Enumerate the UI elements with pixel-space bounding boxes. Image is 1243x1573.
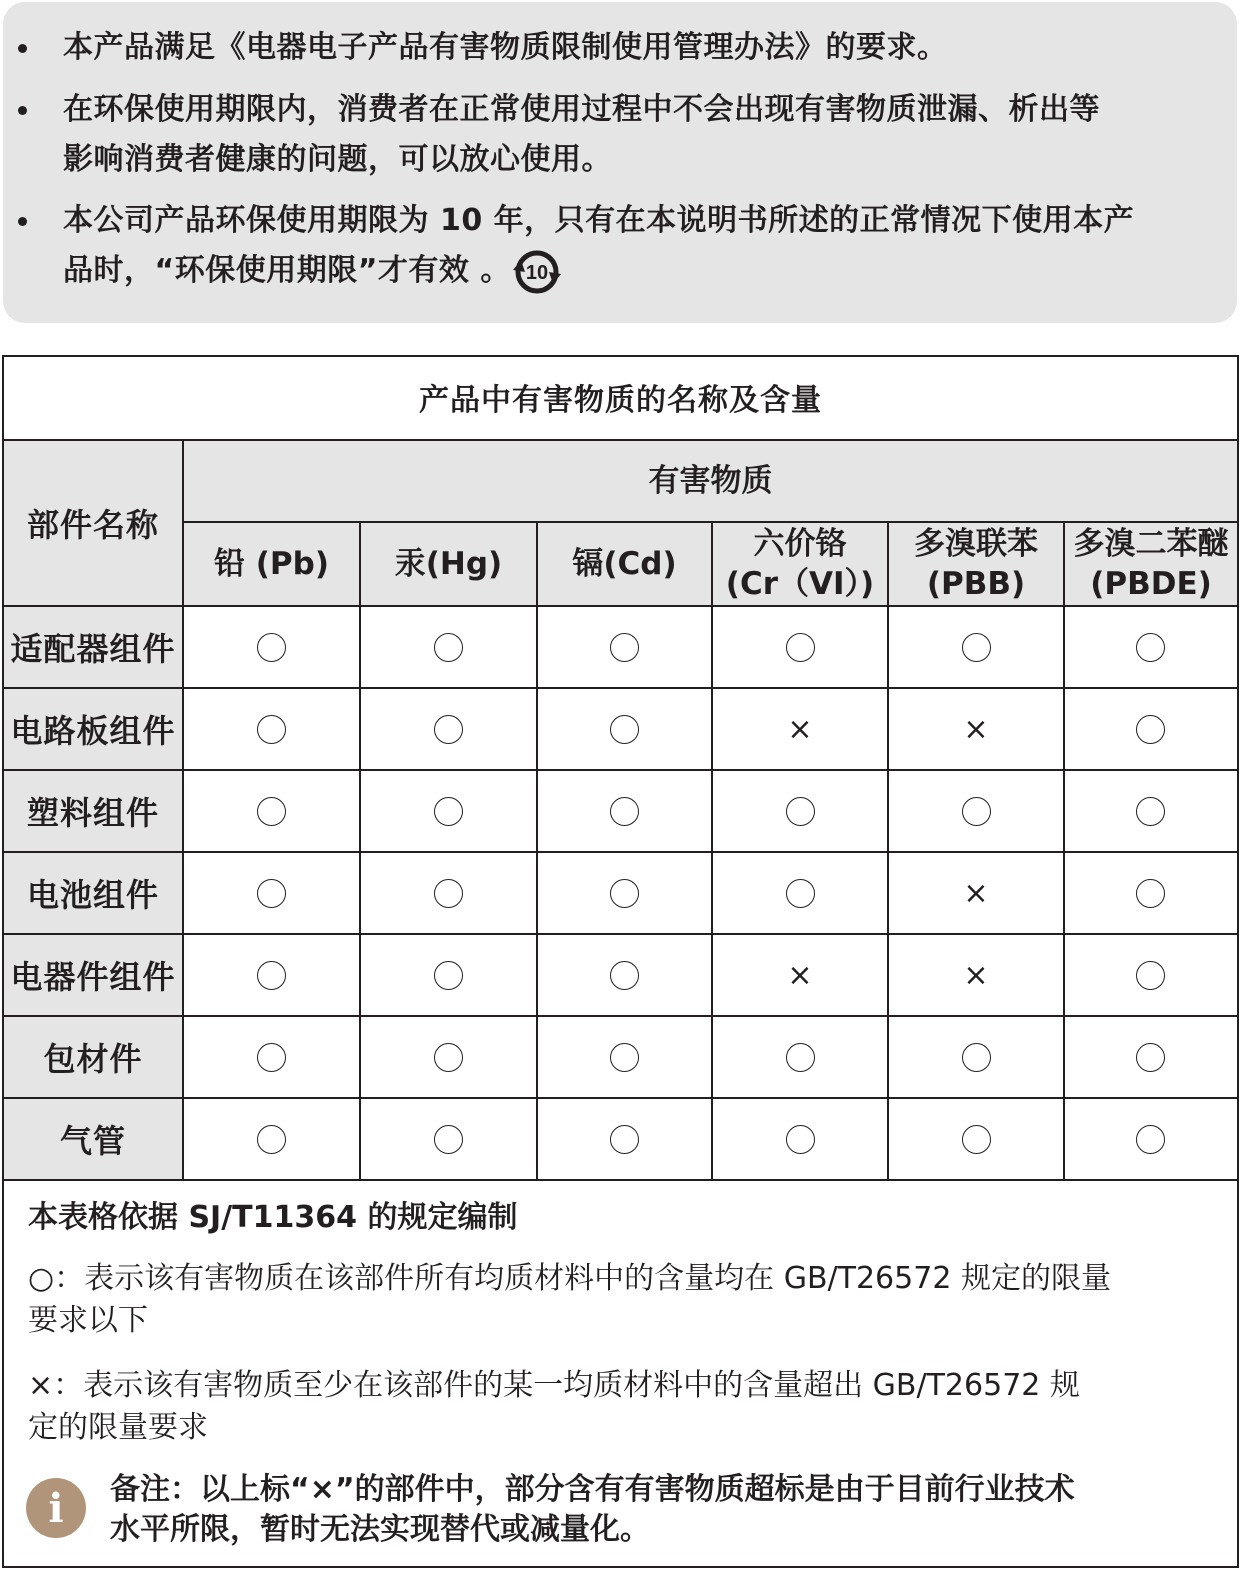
table-cell: [184, 771, 359, 851]
circle-legend-line: ○：表示该有害物质在该部件所有均质材料中的含量均在 GB/T26572 规定的限量: [28, 1261, 1111, 1296]
row-part-name: 塑料组件: [4, 771, 182, 851]
column-header-line: 多溴二苯醚: [1073, 526, 1229, 562]
table-cell: [538, 689, 711, 769]
cross-legend-line: 定的限量要求: [28, 1410, 208, 1445]
grid-line: [2, 1097, 1239, 1099]
substance-header: 有害物质: [184, 441, 1237, 521]
compliant-mark: [257, 1125, 286, 1154]
bullet-dot: [18, 106, 27, 115]
column-header-cd: [538, 523, 711, 605]
grid-line: [2, 851, 1239, 853]
column-header-pb: [184, 523, 359, 605]
row-part-name: 电池组件: [4, 853, 182, 933]
table-cell: [1065, 853, 1235, 933]
column-header-line: 汞(Hg): [394, 546, 503, 582]
remark-line: 备注：以上标“×”的部件中，部分含有有害物质超标是由于目前行业技术: [110, 1472, 1075, 1507]
notice-text: 在环保使用期限内，消费者在正常使用过程中不会出现有害物质泄漏、析出等: [63, 92, 1100, 127]
bullet-dot: [18, 44, 27, 53]
cross-legend-line: ×：表示该有害物质至少在该部件的某一均质材料中的含量超出 GB/T26572 规: [28, 1368, 1080, 1403]
table-cell: [1065, 689, 1235, 769]
table-cell: [1065, 1017, 1235, 1097]
exceeds-mark: ×: [787, 957, 813, 993]
compliant-mark: [1136, 715, 1165, 744]
table-cell: [184, 1099, 359, 1179]
compliant-mark: [610, 961, 639, 990]
notice-text: 品时，“环保使用期限”才有效 。: [63, 253, 511, 288]
compliant-mark: [786, 797, 815, 826]
compliant-mark: [1136, 633, 1165, 662]
compliant-mark: [257, 879, 286, 908]
circle-legend-line: 要求以下: [28, 1303, 148, 1338]
compliant-mark: [434, 797, 463, 826]
part-name-header: 部件名称: [4, 441, 182, 605]
grid-line: [2, 933, 1239, 935]
compliant-mark: [434, 1125, 463, 1154]
compliant-mark: [786, 633, 815, 662]
row-part-name: 包材件: [4, 1017, 182, 1097]
column-header-pbde: [1065, 523, 1237, 605]
column-header-pbb: [889, 523, 1063, 605]
grid-line: [2, 1179, 1239, 1181]
column-header-cr6: [713, 523, 887, 605]
compliant-mark: [434, 715, 463, 744]
table-cell: [713, 689, 887, 769]
compliant-mark: [434, 1043, 463, 1072]
epup-10-icon: [511, 248, 563, 296]
table-cell: [713, 1099, 887, 1179]
column-header-line: (PBB): [926, 566, 1026, 602]
compliant-mark: [962, 633, 991, 662]
table-cell: [361, 935, 536, 1015]
grid-line: [1063, 521, 1065, 1179]
grid-line: [2, 605, 1239, 607]
compliant-mark: [1136, 797, 1165, 826]
column-header-hg: [361, 523, 536, 605]
environmental-notice: [3, 2, 1237, 323]
column-header-line: 六价铬: [753, 526, 847, 562]
compliant-mark: [257, 1043, 286, 1072]
grid-line: [711, 521, 713, 1179]
info-icon: i: [26, 1478, 86, 1538]
table-cell: [361, 607, 536, 687]
row-part-name: 电器件组件: [4, 935, 182, 1015]
compliant-mark: [962, 797, 991, 826]
table-cell: [889, 935, 1063, 1015]
remark-line: 水平所限，暂时无法实现替代或减量化。: [110, 1512, 650, 1547]
table-cell: [713, 771, 887, 851]
table-cell: [889, 853, 1063, 933]
table-cell: [713, 1017, 887, 1097]
grid-line: [2, 1015, 1239, 1017]
table-cell: [361, 771, 536, 851]
compliant-mark: [434, 961, 463, 990]
table-cell: [538, 1017, 711, 1097]
table-cell: [713, 935, 887, 1015]
table-cell: [361, 1099, 536, 1179]
table-cell: [1065, 935, 1235, 1015]
compliant-mark: [786, 1125, 815, 1154]
exceeds-mark: ×: [787, 711, 813, 747]
exceeds-mark: ×: [963, 875, 989, 911]
table-cell: [184, 1017, 359, 1097]
compliant-mark: [786, 879, 815, 908]
table-cell: [538, 607, 711, 687]
table-basis-note: 本表格依据 SJ/T11364 的规定编制: [28, 1200, 518, 1235]
notice-text: 本公司产品环保使用期限为 10 年，只有在本说明书所述的正常情况下使用本产: [63, 203, 1135, 238]
table-cell: [361, 1017, 536, 1097]
grid-line: [2, 439, 1239, 441]
compliant-mark: [610, 1125, 639, 1154]
compliant-mark: [610, 797, 639, 826]
table-cell: [361, 853, 536, 933]
notice-text: 本产品满足《电器电子产品有害物质限制使用管理办法》的要求。: [63, 30, 948, 65]
column-header-line: 镉(Cd): [572, 546, 677, 582]
compliant-mark: [257, 633, 286, 662]
table-cell: [361, 689, 536, 769]
table-cell: [538, 853, 711, 933]
table-cell: [538, 935, 711, 1015]
table-title: 产品中有害物质的名称及含量: [419, 383, 822, 418]
column-header-line: (Cr（VI）): [725, 566, 875, 602]
grid-line: [536, 521, 538, 1179]
table-cell: [713, 607, 887, 687]
compliant-mark: [610, 715, 639, 744]
compliant-mark: [962, 1125, 991, 1154]
table-cell: [889, 771, 1063, 851]
table-cell: [184, 853, 359, 933]
table-cell: [184, 607, 359, 687]
epup-icon-label: 10: [525, 262, 549, 284]
compliant-mark: [610, 879, 639, 908]
row-part-name: 适配器组件: [4, 607, 182, 687]
compliant-mark: [610, 633, 639, 662]
compliant-mark: [257, 961, 286, 990]
compliant-mark: [610, 1043, 639, 1072]
grid-line: [359, 521, 361, 1179]
column-header-line: (PBDE): [1090, 566, 1212, 602]
table-cell: [184, 689, 359, 769]
notice-text: 影响消费者健康的问题，可以放心使用。: [63, 142, 612, 177]
exceeds-mark: ×: [963, 957, 989, 993]
compliant-mark: [1136, 879, 1165, 908]
table-cell: [889, 1099, 1063, 1179]
row-part-name: 电路板组件: [4, 689, 182, 769]
grid-line: [2, 687, 1239, 689]
exceeds-mark: ×: [963, 711, 989, 747]
table-cell: [889, 607, 1063, 687]
table-cell: [1065, 607, 1235, 687]
table-cell: [1065, 771, 1235, 851]
table-cell: [184, 935, 359, 1015]
table-cell: [713, 853, 887, 933]
grid-line: [887, 521, 889, 1179]
bullet-dot: [18, 217, 27, 226]
column-header-line: 多溴联苯: [914, 526, 1038, 562]
row-part-name: 气管: [4, 1099, 182, 1179]
compliant-mark: [257, 797, 286, 826]
table-cell: [538, 771, 711, 851]
compliant-mark: [434, 879, 463, 908]
compliant-mark: [786, 1043, 815, 1072]
compliant-mark: [962, 1043, 991, 1072]
compliant-mark: [1136, 1125, 1165, 1154]
compliant-mark: [257, 715, 286, 744]
compliant-mark: [1136, 961, 1165, 990]
table-cell: [889, 689, 1063, 769]
grid-line: [2, 769, 1239, 771]
table-cell: [1065, 1099, 1235, 1179]
table-cell: [538, 1099, 711, 1179]
grid-line: [182, 439, 184, 1179]
table-cell: [889, 1017, 1063, 1097]
compliant-mark: [1136, 1043, 1165, 1072]
column-header-line: 铅 (Pb): [213, 546, 330, 582]
compliant-mark: [434, 633, 463, 662]
